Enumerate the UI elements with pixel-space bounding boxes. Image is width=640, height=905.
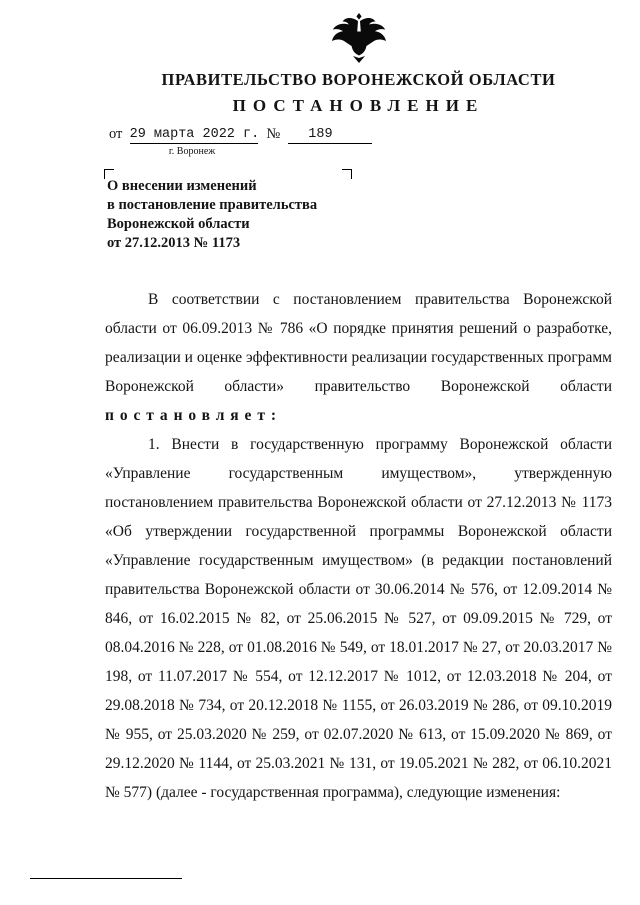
subject-block <box>105 169 612 253</box>
subject-line: в постановление правительства <box>107 197 318 213</box>
doc-type-title: ПОСТАНОВЛЕНИЕ <box>232 96 485 115</box>
body-paragraph-2 <box>105 430 612 807</box>
footnote-rule <box>30 878 182 879</box>
subject-line: Воронежской области <box>107 216 250 232</box>
date-number-row <box>109 126 612 144</box>
body-paragraph-1 <box>105 285 612 430</box>
org-title: ПРАВИТЕЛЬСТВО ВОРОНЕЖСКОЙ ОБЛАСТИ <box>161 70 556 89</box>
date-value: 29 марта 2022 г. <box>129 127 260 142</box>
date-underline <box>130 127 258 144</box>
coat-of-arms-icon <box>330 12 388 64</box>
city-label: г. Воронеж <box>168 146 216 157</box>
paragraph-2-text: 1. Внести в государственную программу Воронежской области «Управление государственным имуществом», утвержденную постановлением правительства Воронежской области от 27.12.2013 № 1173 «Об утверждении государственной программы Воронежской области «Управление государственным имуществом» (в редакции постановлений правительства Воронежской области от 30.06.2014 № 576, от 12.09.2014 № 846, от 16.02.2015 № 82, от 25.06.2015 № 527, от 09.09.2015 № 729, от 08.04.2016 № 228, от 01.08.2016 № 549, от 18.01.2017 № 27, от 20.03.2017 № 198, от 11.07.2017 № 554, от 12.12.2017 № 1012, от 12.03.2018 № 204, от 29.08.2018 № 734, от 20.12.2018 № 1155, от 26.03.2019 № 286, от 09.10.2019 № 955, от 25.03.2020 № 259, от 02.07.2020 № 613, от 15.09.2020 № 869, от 29.12.2020 № 1144, от 25.03.2021 № 131, от 19.05.2021 № 282, от 06.10.2021 № 577) (далее - государственная программа), следующие изменения: <box>105 436 612 801</box>
subject-line: О внесении изменений <box>107 178 257 194</box>
paragraph-1-text: В соответствии с постановлением правительства Воронежской области от 06.09.2013 № 786 «О порядке принятия решений о разработке, реализации и оценке эффективности реализации государственных программ Воронежской области» правительство Воронежской области <box>105 291 612 395</box>
number-label: № <box>266 126 281 142</box>
date-prefix-label: от <box>109 126 123 142</box>
number-value: 189 <box>308 127 333 142</box>
corner-mark-left-icon <box>104 169 114 179</box>
subject-line: от 27.12.2013 № 1173 <box>107 235 241 251</box>
resolves-word: постановляет: <box>105 407 282 424</box>
document-body <box>105 285 612 807</box>
corner-mark-right-icon <box>342 169 352 179</box>
number-underline <box>288 127 372 144</box>
coat-of-arms-emblem <box>105 12 612 64</box>
